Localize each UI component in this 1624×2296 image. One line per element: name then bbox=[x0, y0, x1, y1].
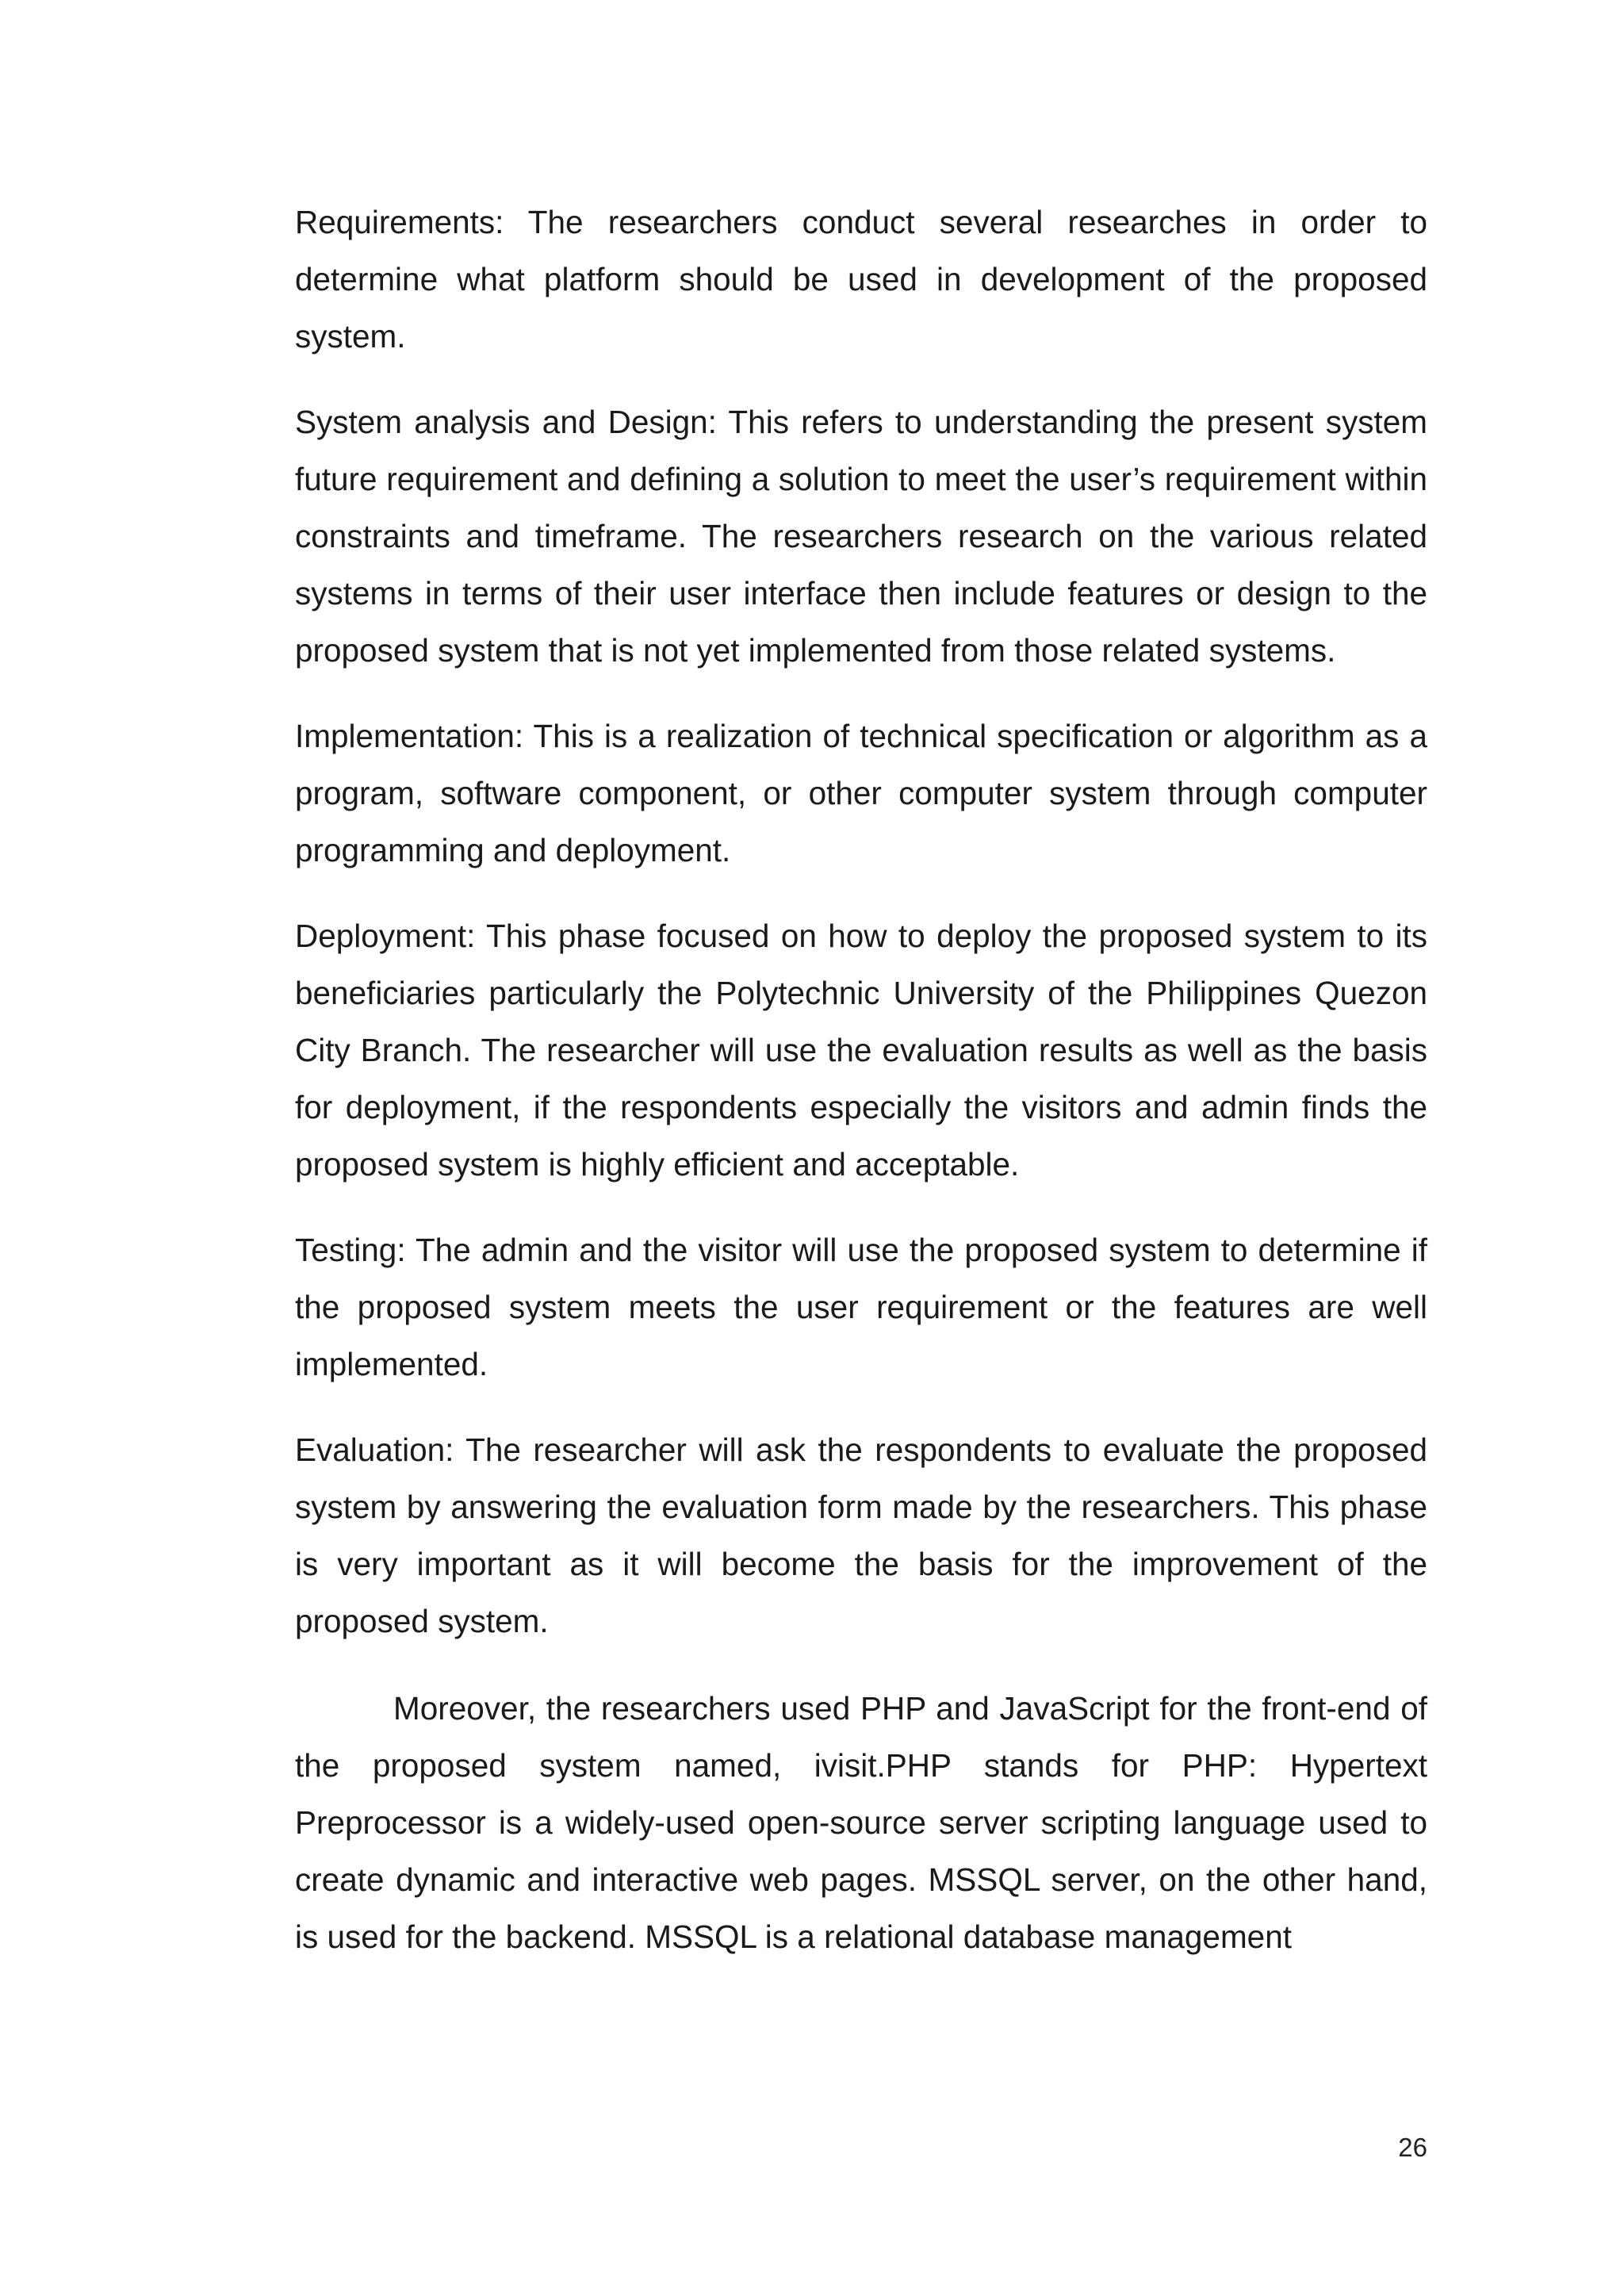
paragraph-deployment: Deployment: This phase focused on how to deploy the proposed system to its beneficiaries particularly the Polytechnic University of the Philippines Quezon City Branch. The researcher will use the evaluation results as well as the basis for deployment, if the respondents especially the visitors and admin finds the proposed system is highly efficient and acceptable. bbox=[295, 918, 1427, 1182]
body-text bbox=[295, 194, 1427, 1994]
paragraph-technologies: Moreover, the researchers used PHP and JavaScript for the front-end of the proposed system named, ivisit.PHP stands for PHP: Hypertext Preprocessor is a widely-used open-source server scripting language used to create dynamic and interactive web pages. MSSQL server, on the other hand, is used for the backend. MSSQL is a relational database management bbox=[295, 1690, 1427, 1955]
paragraph-requirements: Requirements: The researchers conduct several researches in order to determine what platform should be used in development of the proposed system. bbox=[295, 204, 1427, 355]
page-number: 26 bbox=[1398, 2133, 1427, 2162]
paragraph-testing: Testing: The admin and the visitor will use the proposed system to determine if the proposed system meets the user requirement or the features are well implemented. bbox=[295, 1232, 1427, 1382]
paragraph-implementation: Implementation: This is a realization of technical specification or algorithm as a program, software component, or other computer system through computer programming and deployment. bbox=[295, 718, 1427, 868]
paragraph-evaluation: Evaluation: The researcher will ask the respondents to evaluate the proposed system by answering the evaluation form made by the researchers. This phase is very important as it will become the basis for the improvement of the proposed system. bbox=[295, 1432, 1427, 1639]
paragraph-system-analysis-design: System analysis and Design: This refers to understanding the present system future requirement and defining a solution to meet the user’s requirement within constraints and timeframe. The researchers research on the various related systems in terms of their user interface then include features or design to the proposed system that is not yet implemented from those related systems. bbox=[295, 404, 1427, 669]
